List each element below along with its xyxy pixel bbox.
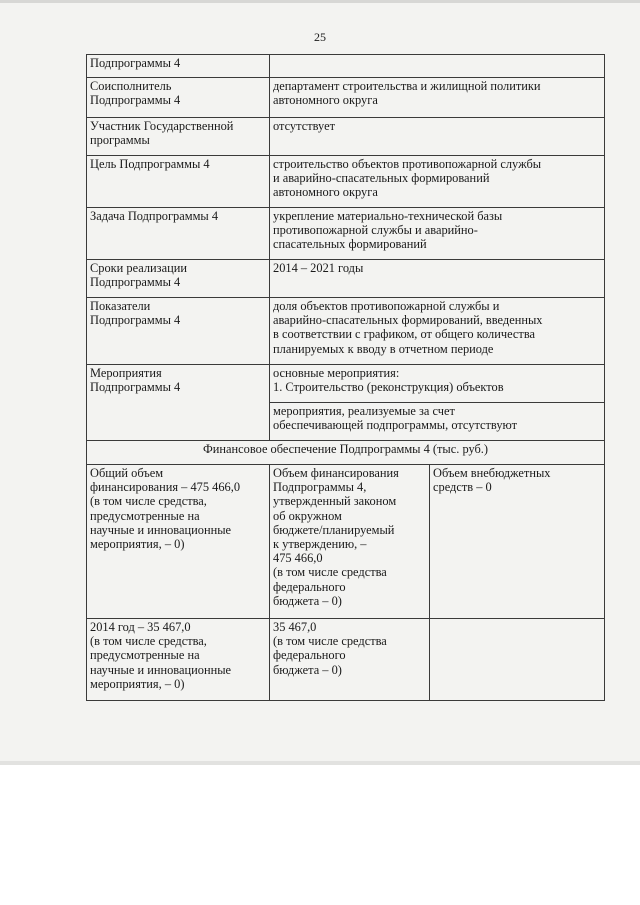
measures-label: Мероприятия Подпрограммы 4 — [87, 365, 270, 441]
scan-edge — [0, 0, 640, 3]
row-label: Цель Подпрограммы 4 — [87, 156, 270, 208]
row-value: укрепление материально-технической базы противопожарной службы и аварийно- спасательных формирований — [270, 208, 605, 260]
row-value: доля объектов противопожарной службы и аварийно-спасательных формирований, введенных в соответствии с графиком, от общего количества планируемых к вводу в отчетном периоде — [270, 298, 605, 365]
row-value: отсутствует — [270, 118, 605, 156]
row-label: Соисполнитель Подпрограммы 4 — [87, 78, 270, 118]
row-label: Подпрограммы 4 — [87, 55, 270, 78]
page-number: 25 — [314, 30, 326, 44]
finance-header: Финансовое обеспечение Подпрограммы 4 (тыс. руб.) — [87, 441, 605, 465]
row-value: строительство объектов противопожарной службы и аварийно-спасательных формирований автономного округа — [270, 156, 605, 208]
row-value: 2014 – 2021 годы — [270, 260, 605, 298]
table-row — [87, 365, 605, 403]
row-label: Участник Государственной программы — [87, 118, 270, 156]
table-row — [87, 78, 605, 118]
table-row — [87, 441, 605, 465]
passport-table — [86, 54, 605, 701]
row-label: Показатели Подпрограммы 4 — [87, 298, 270, 365]
finance-2014-col2: 35 467,0 (в том числе средства федерального бюджета – 0) — [270, 619, 430, 701]
row-label: Сроки реализации Подпрограммы 4 — [87, 260, 270, 298]
row-label: Задача Подпрограммы 4 — [87, 208, 270, 260]
finance-2014-col1: 2014 год – 35 467,0 (в том числе средства, предусмотренные на научные и инновационные мероприятия, – 0) — [87, 619, 270, 701]
row-value: департамент строительства и жилищной политики автономного округа — [270, 78, 605, 118]
table-row — [87, 260, 605, 298]
table-row — [87, 208, 605, 260]
finance-2014-col3 — [430, 619, 605, 701]
finance-total-col2: Объем финансирования Подпрограммы 4, утвержденный законом об окружном бюджете/планируемый к утверждению, – 475 466,0 (в том числе средства федерального бюджета – 0) — [270, 465, 430, 619]
table-row — [87, 465, 605, 619]
table-row — [87, 298, 605, 365]
measures-support: мероприятия, реализуемые за счет обеспечивающей подпрограммы, отсутствуют — [270, 403, 605, 441]
finance-total-col3: Объем внебюджетных средств – 0 — [430, 465, 605, 619]
table-row — [87, 55, 605, 78]
page-bottom-edge — [0, 761, 640, 765]
measures-main: основные мероприятия: 1. Строительство (реконструкция) объектов — [270, 365, 605, 403]
table-row — [87, 118, 605, 156]
table-row — [87, 619, 605, 701]
table-row — [87, 156, 605, 208]
finance-total-col1: Общий объем финансирования – 475 466,0 (в том числе средства, предусмотренные на научные и инновационные мероприятия, – 0) — [87, 465, 270, 619]
row-value — [270, 55, 605, 78]
